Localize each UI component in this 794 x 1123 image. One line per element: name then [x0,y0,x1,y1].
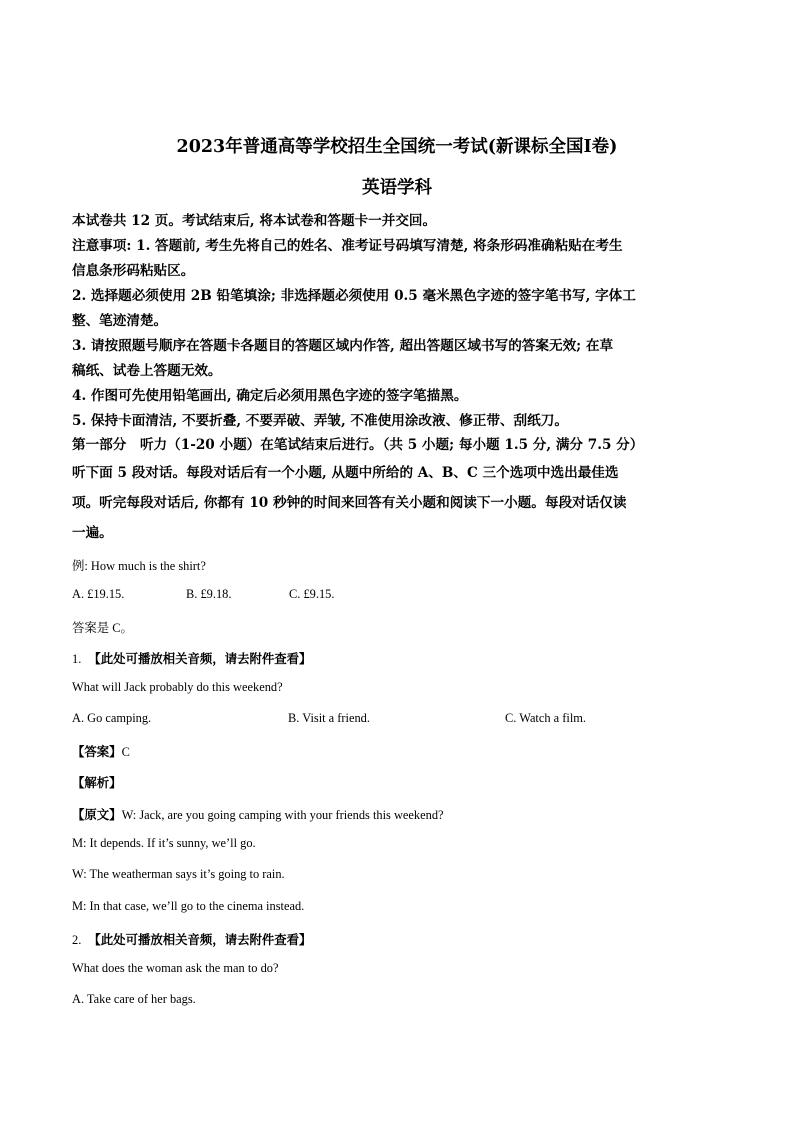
answer-tag: 【答案】 [72,745,122,759]
instruction-line: 5. 保持卡面清洁, 不要折叠, 不要弄破、弄皱, 不准使用涂改液、修正带、刮纸刀。 [72,413,568,429]
transcript-tag: 【原文】 [72,808,122,822]
transcript-text: W: Jack, are you going camping with your friends this weekend? [121,808,444,822]
question-1-option-a: A. Go camping. [72,711,152,725]
question-1-option-b: B. Visit a friend. [288,711,370,725]
audio-note: 【此处可播放相关音频，请去附件查看】 [88,933,312,947]
section-description: 听下面 5 段对话。每段对话后有一个小题, 从题中所给的 A、B、C 三个选项中选出最佳选 [72,465,619,481]
example-question: 例: How much is the shirt? [72,559,206,573]
question-1-answer [72,742,130,760]
instruction-line: 信息条形码粘贴区。 [72,263,195,279]
transcript-line: M: It depends. If it’s sunny, we’ll go. [72,836,256,850]
example-answer: 答案是 C。 [72,621,133,635]
instruction-line: 整、笔迹清楚。 [72,313,168,329]
instruction-line: 注意事项: 1. 答题前, 考生先将自己的姓名、准考证号码填写清楚, 将条形码准确粘贴在考生 [72,238,623,254]
question-2-option-a: A. Take care of her bags. [72,992,196,1006]
question-1-text: What will Jack probably do this weekend? [72,680,283,694]
transcript-line: M: In that case, we’ll go to the cinema instead. [72,899,305,913]
question-1-header [72,649,311,667]
subject-title: 英语学科 [362,178,432,198]
audio-note: 【此处可播放相关音频，请去附件查看】 [88,652,312,666]
question-1-option-c: C. Watch a film. [505,711,587,725]
instruction-line: 2. 选择题必须使用 2B 铅笔填涂; 非选择题必须使用 0.5 毫米黑色字迹的签字笔书写, 字体工 [72,288,636,304]
section-heading: 第一部分 听力（1-20 小题）在笔试结束后进行。（共 5 小题; 每小题 1.5 分, 满分 7.5 分） [72,437,644,453]
section-description: 一遍。 [72,525,113,541]
instruction-line: 稿纸、试卷上答题无效。 [72,363,222,379]
example-option-c: C. £9.15. [289,587,335,601]
question-2-text: What does the woman ask the man to do? [72,961,279,975]
example-option-b: B. £9.18. [186,587,232,601]
question-2-header [72,930,311,948]
instruction-line: 本试卷共 12 页。考试结束后, 将本试卷和答题卡一并交回。 [72,213,437,229]
question-number: 2. [72,933,82,947]
answer-value: C [121,745,130,759]
section-description: 项。听完每段对话后, 你都有 10 秒钟的时间来回答有关小题和阅读下一小题。每段对话仅读 [72,495,627,511]
example-option-a: A. £19.15. [72,587,125,601]
transcript-line: W: The weatherman says it’s going to rain. [72,867,285,881]
instruction-line: 4. 作图可先使用铅笔画出, 确定后必须用黑色字迹的签字笔描黑。 [72,388,468,404]
instruction-line: 3. 请按照题号顺序在答题卡各题目的答题区域内作答, 超出答题区域书写的答案无效; 在草 [72,338,614,354]
analysis-tag: 【解析】 [72,776,122,790]
exam-title: 2023年普通高等学校招生全国统一考试(新课标全国Ⅰ卷) [176,137,618,157]
question-number: 1. [72,652,82,666]
transcript-line [72,805,444,823]
